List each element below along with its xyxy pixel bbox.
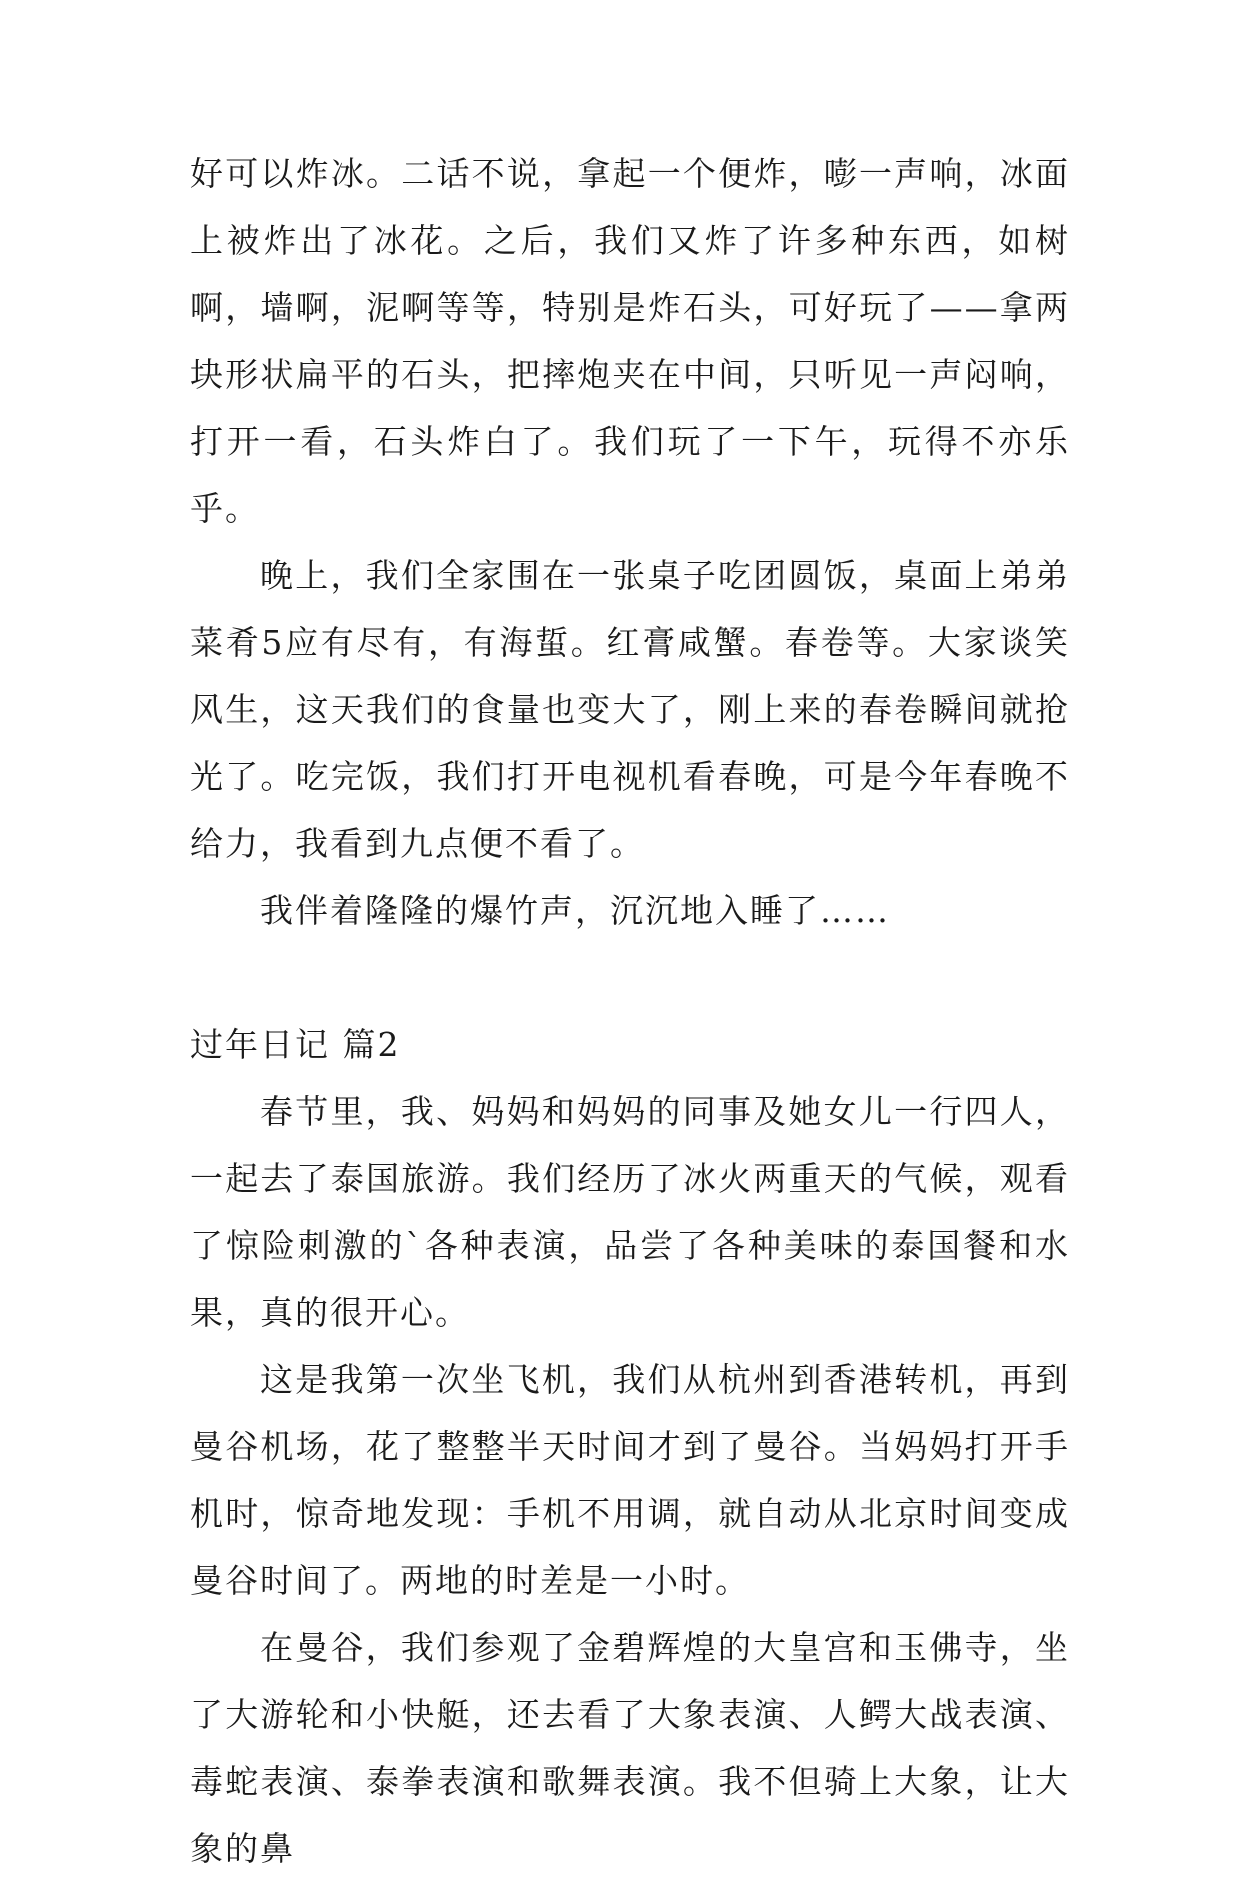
section-spacer [190, 944, 1070, 1011]
paragraph-reunion-dinner: 晚上，我们全家围在一张桌子吃团圆饭，桌面上弟弟菜肴5应有尽有，有海蜇。红膏咸蟹。春卷等。大家谈笑风生，这天我们的食量也变大了，刚上来的春卷瞬间就抢光了。吃完饭，我们打开电视机看春晚，可是今年春晚不给力，我看到九点便不看了。 [190, 556, 1070, 863]
paragraph-sleep: 我伴着隆隆的爆竹声，沉沉地入睡了…… [260, 891, 890, 930]
paragraph-bangkok: 在曼谷，我们参观了金碧辉煌的大皇宫和玉佛寺，坐了大游轮和小快艇，还去看了大象表演、人鳄大战表演、毒蛇表演、泰拳表演和歌舞表演。我不但骑上大象，让大象的鼻 [190, 1628, 1070, 1868]
paragraph-thailand-trip: 春节里，我、妈妈和妈妈的同事及她女儿一行四人，一起去了泰国旅游。我们经历了冰火两重天的气候，观看了惊险刺激的`各种表演，品尝了各种美味的泰国餐和水果，真的很开心。 [190, 1092, 1070, 1332]
paragraph-first-flight: 这是我第一次坐飞机，我们从杭州到香港转机，再到曼谷机场，花了整整半天时间才到了曼谷。当妈妈打开手机时，惊奇地发现：手机不用调，就自动从北京时间变成曼谷时间了。两地的时差是一小时。 [190, 1360, 1070, 1600]
section-title: 过年日记 篇2 [190, 1025, 401, 1064]
paragraph-firecrackers: 好可以炸冰。二话不说，拿起一个便炸，嘭一声响，冰面上被炸出了冰花。之后，我们又炸了许多种东西，如树啊，墙啊，泥啊等等，特别是炸石头，可好玩了——拿两块形状扁平的石头，把摔炮夹在中间，只听见一声闷响，打开一看，石头炸白了。我们玩了一下午，玩得不亦乐乎。 [190, 154, 1070, 528]
document-body [190, 140, 1070, 1882]
